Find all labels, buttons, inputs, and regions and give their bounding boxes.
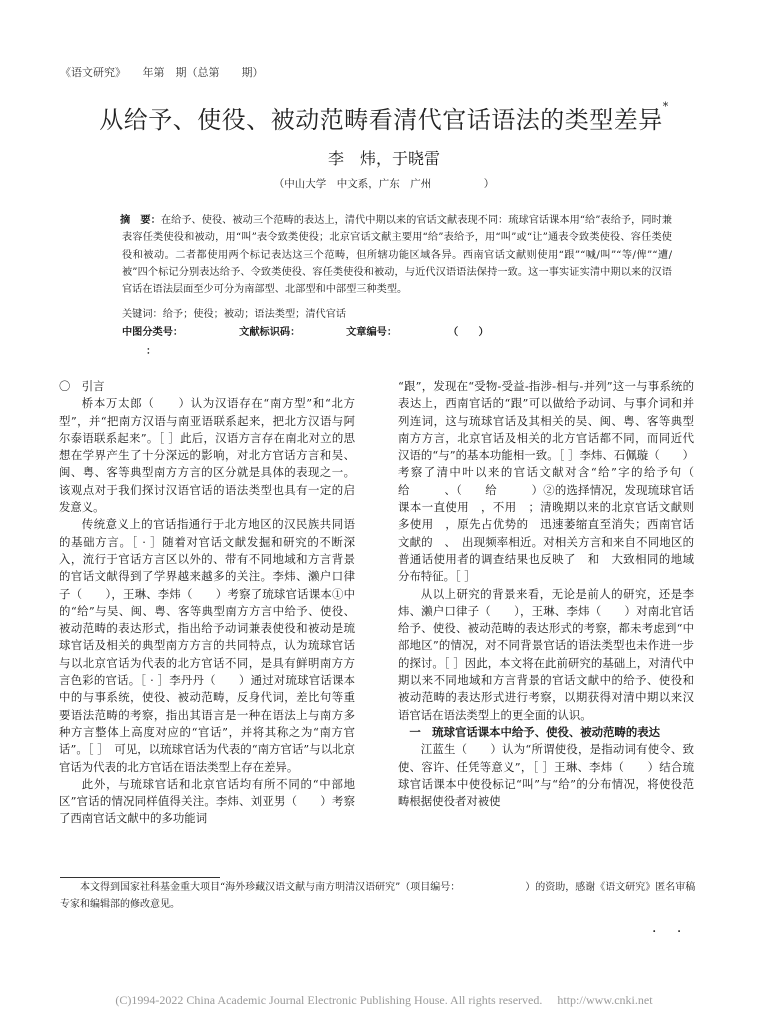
keywords: 关键词：给予；使役；被动；语法类型；清代官话 <box>122 309 347 320</box>
section-heading-1: 一 琉球官话课本中给予、使役、被动范畴的表达 <box>409 724 660 739</box>
article-title <box>0 100 768 135</box>
copyright-watermark: (C)1994-2022 China Academic Journal Electronic Publishing House. All rights reserved. http://www.cnki.net <box>115 993 653 1007</box>
abstract-text: 在给予、使役、被动三个范畴的表达上，清代中期以来的官话文献表现不同：琉球官话课本用“给”表给予，同时兼表容任类使役和被动，用“叫”表令致类使役；北京官话文献主要用“给”表给予，用“叫”或“让”通表令致类使役、容任类使役和被动。二者都使用两个标记表达这三个范畴，但所辖功能区域各异。西南官话文献则使用“跟”“喊/叫”“等/俾”“遭/被”四个标记分别表达给予、令致类使役、容任类使役和被动，与近代汉语语法保持一致。这一事实证实清中期以来的汉语官话在语法层面至少可分为南部型、北部型和中部型三种类型。 <box>122 215 672 296</box>
classification-colon: ： <box>146 345 157 357</box>
body-paragraph: “跟”，发现在“受物-受益-指涉-相与-并列”这一与事系统的表达上，西南官话的“跟”可以做给予动词、与事介词和并列连词，这与琉球官话及其相关的吴、闽、粤、客等典型南方方言，北京官话及相关的北方官话都不同，而同近代汉语的“与”的基本功能相一致。［ ］李炜、石佩璇（ ）考察了清中叶以来的官话文献对含“给”字的给予句（ 给 、（ 给 ）②的选择情况，发现琉球官话课本一直使用 ，不用 ；清晚期以来的北京官话文献则多使用 ，原先占优势的 迅速萎缩直至消失；西南官话文献的 、 出现频率相近。对相关方言和来自不同地区的普通话使用者的调查结果也反映了 和 大致相同的地域分布特征。［ ］ <box>398 379 740 584</box>
abstract <box>122 212 672 298</box>
body-paragraph: 江蓝生（ ）认为“所谓使役，是指动词有使令、致使、容许、任凭等意义”，［ ］王琳、李炜（ ）结合琉球官话课本中使役标记“叫”与“给”的分布情况，将使役范畴根据使役者对被使 <box>398 742 694 809</box>
affiliation: （中山大学 中文系，广东 广州 ） <box>273 178 495 190</box>
title-text: 从给予、使役、被动范畴看清代官话语法的类型差异 <box>99 106 663 134</box>
page-number-marks: · · <box>652 924 690 940</box>
right-column <box>398 378 740 810</box>
abstract-label: 摘 要： <box>120 214 161 226</box>
authors: 李 炜，于晓雷 <box>327 149 440 168</box>
title-footnote-mark: * <box>662 100 669 113</box>
section-heading-intro: 〇 引言 <box>59 379 105 393</box>
body-paragraph: 此外，与琉球官话和北京官话均有所不同的“中部地区”官话的情况同样值得关注。李炜、刘亚男（ ）考察了西南官话文献中的多功能词 <box>59 776 355 826</box>
journal-header: 《语文研究》 年第 期（总第 期） <box>60 66 264 79</box>
classification-row: 中图分类号： 文献标识码： 文章编号： （ ） <box>122 326 489 338</box>
footnote-divider <box>60 877 220 878</box>
body-paragraph: 从以上研究的背景来看，无论是前人的研究，还是李炜、濑户口律子（ ），王琳、李炜（ ）对南北官话给予、使役、被动范畴的表达形式的考察，都未考虑到“中部地区”的情况，对不同背景官话的语法类型也未作进一步的探讨。［ ］因此，本文将在此前研究的基础上，对清代中期以来不同地域和方言背景的官话文献中的给予、使役和被动范畴的表达形式进行考察，以期获得对清中期以来汉语官话在语法类型上的更全面的认识。 <box>398 586 694 722</box>
body-paragraph: 传统意义上的官话指通行于北方地区的汉民族共同语的基础方言。［ · ］随着对官话文献发掘和研究的不断深入，流行于官话方言区以外的、带有不同地域和方言背景的官话文献得到了学界越来越多的关注。李炜、濑户口律子（ ），王琳、李炜（ ）考察了琉球官话课本①中的“给”与吴、闽、粤、客等典型南方方言中给予、使役、被动范畴的表达形式，指出给予动词兼表使役和被动是琉球官话及相关的典型南方方言的共同特点，认为琉球官话与以北京官话为代表的北方官话不同，是具有鲜明南方方言色彩的官话。［ · ］李丹丹（ ）通过对琉球官话课本中的与事系统，使役、被动范畴，反身代词，差比句等重要语法范畴的考察，指出其语言是一种在语法上与南方多种方言整体上高度对应的“官话”，并将其称之为“南方官话”。［ ］ 可见，以琉球官话为代表的“南方官话”与以北京官话为代表的北方官话在语法类型上存在差异。 <box>59 517 355 774</box>
body-paragraph: 桥本万太郎（ ）认为汉语存在“南方型”和“北方型”，并“把南方汉语与南亚语联系起来，把北方汉语与阿尔泰语联系起来”。［ ］此后，汉语方言存在南北对立的思想在学界产生了十分深远的影响，对北方官话方言和吴、闽、粤、客等典型南方方言的区分就是具体的表现之一。该观点对于我们探讨汉语官话的语法类型也具有一定的启发意义。 <box>59 396 355 515</box>
left-column <box>59 378 355 828</box>
funding-footnote: 本文得到国家社科基金重大项目“海外珍藏汉语文献与南方明清汉语研究”（项目编号： ）的资助，感谢《语文研究》匿名审稿专家和编辑部的修改意见。 <box>60 882 696 910</box>
